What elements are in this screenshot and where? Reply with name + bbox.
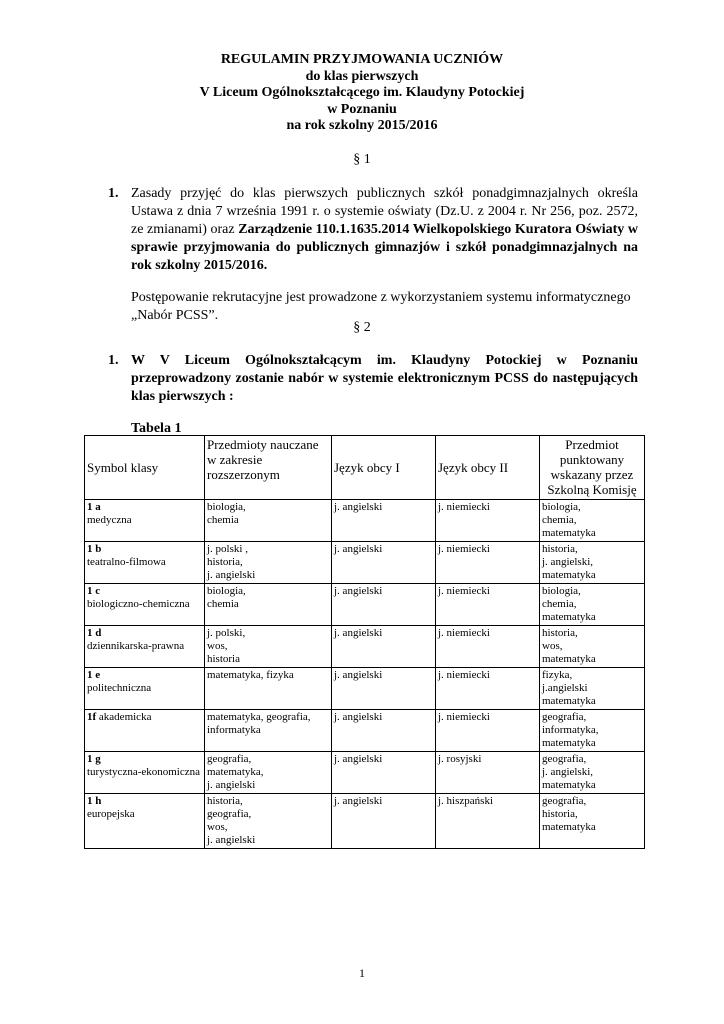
subject-line: j. angielski bbox=[207, 834, 256, 846]
section-1-item-1 bbox=[108, 185, 638, 275]
subject-line: geografia, bbox=[207, 808, 252, 820]
class-name: europejska bbox=[87, 808, 135, 820]
cell-lang1: j. angielski bbox=[332, 500, 436, 542]
subject-line: wos, bbox=[207, 821, 228, 833]
cell-symbol bbox=[85, 668, 205, 710]
cell-scored bbox=[540, 710, 645, 752]
scored-line: historia, bbox=[542, 627, 578, 639]
subject-line: chemia bbox=[207, 514, 239, 526]
class-name: akademicka bbox=[98, 711, 152, 723]
scored-line: geografia, bbox=[542, 711, 587, 723]
section-2-heading: § 2 bbox=[353, 320, 371, 335]
title-line-3: V Liceum Ogólnokształcącego im. Klaudyny Potockiej bbox=[199, 85, 525, 100]
subject-line: j. angielski bbox=[207, 569, 256, 581]
section-1-paragraph: Postępowanie rekrutacyjne jest prowadzone z wykorzystaniem systemu informatycznego „Nabór PCSS”. bbox=[131, 290, 631, 323]
subject-line: historia, bbox=[207, 795, 243, 807]
scored-line: matematyka bbox=[542, 779, 596, 791]
item-text-normal: Zasady przyjęć do klas pierwszych publicznych szkół ponadgimnazjalnych określa Ustawa z dnia 7 września 1991 r. o systemie oświaty (Dz.U. z 2004 r. Nr 256, poz. 2572, ze zmianami) oraz bbox=[131, 186, 638, 237]
header-symbol: Symbol klasy bbox=[85, 436, 205, 500]
section-1-heading: § 1 bbox=[353, 152, 371, 167]
table-row bbox=[85, 752, 645, 794]
cell-scored bbox=[540, 794, 645, 849]
cell-subjects bbox=[205, 584, 332, 626]
subject-line: j. polski , bbox=[207, 543, 248, 555]
header-lang2: Język obcy II bbox=[436, 436, 540, 500]
cell-symbol bbox=[85, 626, 205, 668]
item-body: W V Liceum Ogólnokształcącym im. Klaudyny Potockiej w Poznaniu przeprowadzony zostanie nabór w systemie elektronicznym PCSS do następujących klas pierwszych : bbox=[131, 353, 638, 404]
cell-lang1: j. angielski bbox=[332, 668, 436, 710]
header-subjects-line: Przedmioty nauczane bbox=[207, 437, 319, 452]
subject-line: wos, bbox=[207, 640, 228, 652]
cell-lang1: j. angielski bbox=[332, 794, 436, 849]
table-label: Tabela 1 bbox=[131, 421, 182, 436]
cell-scored bbox=[540, 668, 645, 710]
cell-scored bbox=[540, 752, 645, 794]
scored-line: fizyka, bbox=[542, 669, 573, 681]
header-scored-line: wskazany przez bbox=[550, 467, 634, 482]
cell-symbol bbox=[85, 584, 205, 626]
scored-line: chemia, bbox=[542, 598, 577, 610]
class-name: teatralno-filmowa bbox=[87, 556, 166, 568]
cell-lang2: j. niemiecki bbox=[436, 668, 540, 710]
scored-line: informatyka, bbox=[542, 724, 599, 736]
table-row bbox=[85, 668, 645, 710]
scored-line: j.angielski bbox=[542, 682, 588, 694]
cell-scored bbox=[540, 542, 645, 584]
subject-line: j. polski, bbox=[207, 627, 246, 639]
cell-scored bbox=[540, 626, 645, 668]
scored-line: matematyka bbox=[542, 695, 596, 707]
header-subjects-line: w zakresie bbox=[207, 452, 263, 467]
subject-line: matematyka, geografia, bbox=[207, 711, 311, 723]
cell-lang1: j. angielski bbox=[332, 626, 436, 668]
scored-line: matematyka bbox=[542, 821, 596, 833]
item-number: 1. bbox=[108, 186, 119, 201]
item-number: 1. bbox=[108, 353, 119, 368]
cell-subjects bbox=[205, 710, 332, 752]
cell-symbol bbox=[85, 542, 205, 584]
cell-scored bbox=[540, 584, 645, 626]
subject-line: matematyka, bbox=[207, 766, 264, 778]
header-scored-line: punktowany bbox=[559, 452, 625, 467]
table-row bbox=[85, 542, 645, 584]
class-code: 1 h bbox=[87, 795, 102, 807]
scored-line: chemia, bbox=[542, 514, 577, 526]
subject-line: biologia, bbox=[207, 501, 246, 513]
class-code: 1 b bbox=[87, 543, 102, 555]
title-line-4: w Poznaniu bbox=[327, 101, 397, 117]
scored-line: historia, bbox=[542, 543, 578, 555]
cell-subjects bbox=[205, 542, 332, 584]
subject-line: informatyka bbox=[207, 724, 261, 736]
cell-lang2: j. niemiecki bbox=[436, 542, 540, 584]
cell-lang1: j. angielski bbox=[332, 584, 436, 626]
scored-line: j. angielski, bbox=[542, 556, 594, 568]
class-name: medyczna bbox=[87, 514, 132, 526]
table-header-row bbox=[85, 436, 645, 500]
header-scored bbox=[540, 436, 645, 500]
cell-lang2: j. niemiecki bbox=[436, 500, 540, 542]
cell-lang1: j. angielski bbox=[332, 542, 436, 584]
class-code: 1 a bbox=[87, 501, 101, 513]
scored-line: matematyka bbox=[542, 653, 596, 665]
subject-line: geografia, bbox=[207, 753, 252, 765]
subject-line: chemia bbox=[207, 598, 239, 610]
cell-subjects bbox=[205, 752, 332, 794]
scored-line: j. angielski, bbox=[542, 766, 594, 778]
header-scored-line: Przedmiot bbox=[565, 437, 619, 452]
item-body bbox=[131, 185, 638, 275]
class-code: 1 c bbox=[87, 585, 101, 597]
cell-subjects bbox=[205, 626, 332, 668]
scored-line: wos, bbox=[542, 640, 563, 652]
scored-line: matematyka bbox=[542, 737, 596, 749]
subject-line: matematyka, fizyka bbox=[207, 669, 294, 681]
title-line-1: REGULAMIN PRZYJMOWANIA UCZNIÓW bbox=[220, 52, 504, 67]
header-lang1: Język obcy I bbox=[332, 436, 436, 500]
table-row bbox=[85, 500, 645, 542]
cell-symbol bbox=[85, 794, 205, 849]
cell-lang2: j. niemiecki bbox=[436, 584, 540, 626]
class-code: 1f bbox=[87, 711, 97, 723]
classes-table bbox=[84, 435, 645, 849]
cell-subjects bbox=[205, 794, 332, 849]
title-line-5: na rok szkolny 2015/2016 bbox=[286, 118, 438, 133]
cell-lang2: j. niemiecki bbox=[436, 710, 540, 752]
class-name: politechniczna bbox=[87, 682, 152, 694]
cell-lang1: j. angielski bbox=[332, 752, 436, 794]
item-text-bold: Zarządzenie 110.1.1635.2014 Wielkopolskiego Kuratora Oświaty w sprawie przyjmowania do publicznych gimnazjów i szkół ponadgimnazjalnych na rok szkolny 2015/2016. bbox=[131, 222, 638, 273]
cell-symbol bbox=[85, 710, 205, 752]
table-row bbox=[85, 584, 645, 626]
class-code: 1 d bbox=[87, 627, 102, 639]
class-code: 1 e bbox=[87, 669, 101, 681]
header-scored-line: Szkolną Komisję bbox=[547, 482, 637, 497]
class-name: biologiczno-chemiczna bbox=[87, 598, 190, 610]
scored-line: geografia, bbox=[542, 795, 587, 807]
subject-line: historia, bbox=[207, 556, 243, 568]
cell-subjects bbox=[205, 500, 332, 542]
class-name: dziennikarska-prawna bbox=[87, 640, 185, 652]
scored-line: matematyka bbox=[542, 527, 596, 539]
cell-subjects bbox=[205, 668, 332, 710]
cell-scored bbox=[540, 500, 645, 542]
subject-line: biologia, bbox=[207, 585, 246, 597]
header-subjects bbox=[205, 436, 332, 500]
title-line-2: do klas pierwszych bbox=[305, 68, 419, 84]
page-number: 1 bbox=[359, 966, 365, 980]
table-row bbox=[85, 626, 645, 668]
table-row bbox=[85, 710, 645, 752]
scored-line: biologia, bbox=[542, 501, 581, 513]
scored-line: matematyka bbox=[542, 569, 596, 581]
cell-lang2: j. rosyjski bbox=[436, 752, 540, 794]
cell-symbol bbox=[85, 500, 205, 542]
document-title bbox=[0, 52, 724, 135]
cell-lang2: j. niemiecki bbox=[436, 626, 540, 668]
scored-line: biologia, bbox=[542, 585, 581, 597]
class-name: turystyczna-ekonomiczna bbox=[87, 766, 201, 778]
header-subjects-line: rozszerzonym bbox=[207, 467, 280, 482]
cell-lang2: j. hiszpański bbox=[436, 794, 540, 849]
class-code: 1 g bbox=[87, 753, 101, 765]
subject-line: historia bbox=[207, 653, 240, 665]
table-row bbox=[85, 794, 645, 849]
scored-line: matematyka bbox=[542, 611, 596, 623]
cell-symbol bbox=[85, 752, 205, 794]
section-2-item-1 bbox=[108, 352, 638, 406]
cell-lang1: j. angielski bbox=[332, 710, 436, 752]
scored-line: historia, bbox=[542, 808, 578, 820]
subject-line: j. angielski bbox=[207, 779, 256, 791]
scored-line: geografia, bbox=[542, 753, 587, 765]
